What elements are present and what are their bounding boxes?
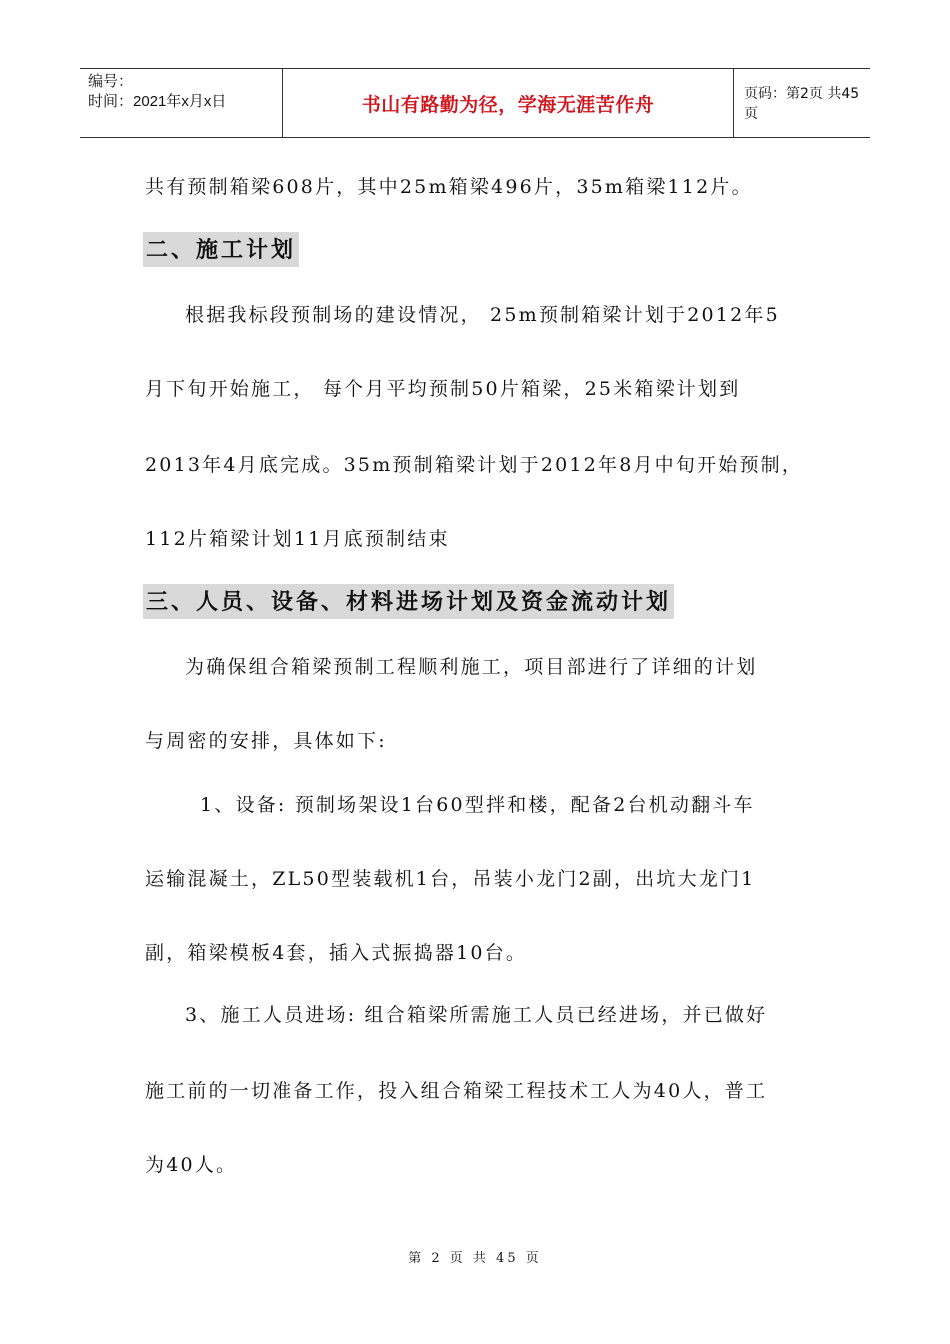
body-line: 副，箱梁模板4套，插入式振捣器10台。 [145, 942, 528, 964]
body-line: 根据我标段预制场的建设情况， 25m预制箱梁计划于2012年5 [185, 304, 780, 326]
body-line: 3、施工人员进场: 组合箱梁所需施工人员已经进场，并已做好 [185, 1004, 768, 1026]
page-footer: 第 2 页 共 45 页 [408, 1251, 542, 1266]
body-line: 月下旬开始施工， 每个月平均预制50片箱梁，25米箱梁计划到 [145, 378, 741, 400]
header-meta [80, 69, 282, 137]
body-line: 运输混凝土，ZL50型装载机1台，吊装小龙门2副，出坑大龙门1 [145, 868, 756, 890]
body-line: 112片箱梁计划11月底预制结束 [145, 528, 450, 550]
body-line: 为40人。 [145, 1154, 238, 1176]
body-line: 与周密的安排，具体如下: [145, 730, 387, 752]
section-heading-2: 二、施工计划 [143, 232, 299, 267]
body-line: 1、设备: 预制场架设1台60型拌和楼，配备2台机动翻斗车 [200, 794, 755, 816]
time-label: 时间：2021年x月x日 [88, 93, 227, 110]
body-line: 2013年4月底完成。35m预制箱梁计划于2012年8月中旬开始预制， [145, 454, 804, 476]
number-label: 编号： [88, 73, 134, 90]
header-motto: 书山有路勤为径，学海无涯苦作舟 [282, 69, 734, 137]
document-header [80, 68, 870, 138]
body-line: 为确保组合箱梁预制工程顺利施工，项目部进行了详细的计划 [185, 656, 758, 678]
body-line: 共有预制箱梁608片，其中25m箱梁496片，35m箱梁112片。 [145, 176, 753, 198]
header-page-info: 页码：第2页 共45页 [744, 86, 860, 122]
section-heading-3: 三、人员、设备、材料进场计划及资金流动计划 [143, 584, 674, 619]
body-line: 施工前的一切准备工作，投入组合箱梁工程技术工人为40人，普工 [145, 1080, 768, 1102]
